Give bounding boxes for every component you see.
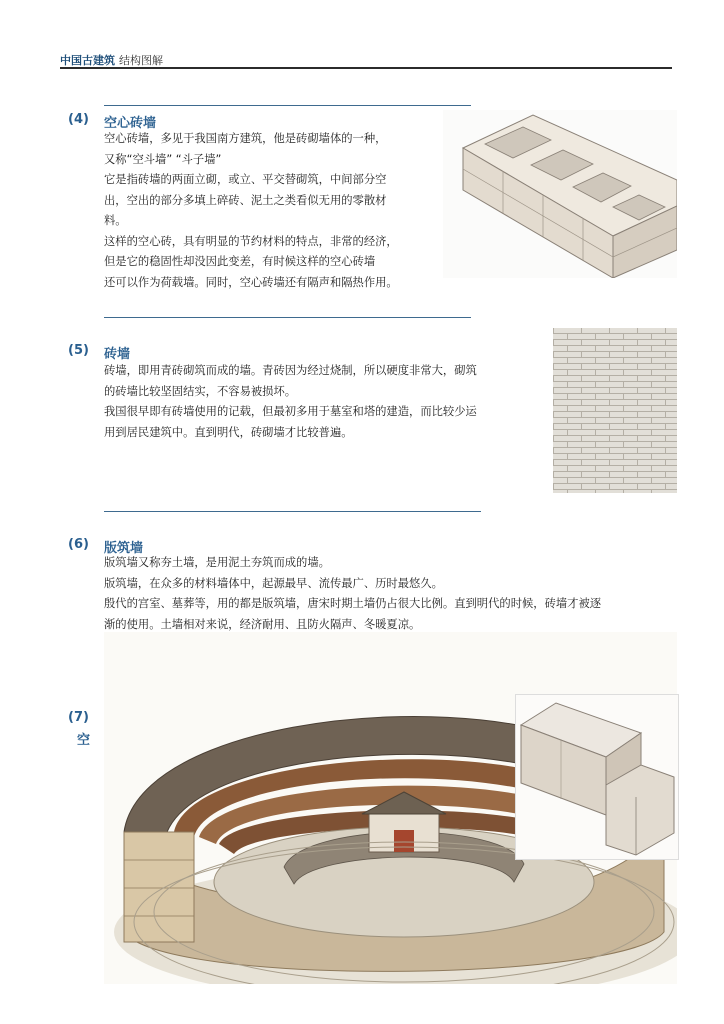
section-divider (104, 511, 481, 512)
section-title: 空心砖墙 (104, 116, 157, 131)
section-title: 砖墙 (104, 347, 131, 362)
section-divider (104, 105, 471, 106)
section-body (104, 129, 444, 293)
section-number: (5) (68, 343, 89, 358)
rammed-earth-block-illustration (515, 694, 679, 860)
section-number: (7) (68, 710, 89, 725)
page-header (60, 52, 163, 68)
section-title: 版筑墙 (104, 541, 144, 556)
paragraph-line: 版筑墙，在众多的材料墙体中，起源最早、流传最广、历时最悠久。 (104, 576, 443, 590)
paragraph-line: 版筑墙又称夯土墙，是用泥土夯筑而成的墙。 (104, 556, 330, 569)
header-subtitle: 结构图解 (119, 54, 163, 67)
paragraph-line: 殷代的宫室、墓葬等，用的都是版筑墙，唐宋时期土墙仍占很大比例。直到明代的时候，砖墙才被逐 (104, 597, 602, 610)
section-number: (6) (68, 537, 89, 552)
paragraph-line: 又称“空斗墙” “斗子墙” (104, 152, 222, 166)
hollow-brick-wall-illustration (443, 110, 677, 278)
brick-wall-illustration (553, 328, 677, 493)
paragraph-line: 料。 (104, 214, 127, 227)
header-brand: 中国古建筑 (60, 54, 115, 67)
section-body (104, 553, 684, 635)
paragraph-line: 这样的空心砖，具有明显的节约材料的特点，非常的经济， (104, 234, 398, 248)
section-number: (4) (68, 112, 89, 127)
section-divider (104, 317, 471, 318)
header-divider (60, 67, 672, 69)
paragraph-line: 还可以作为荷载墙。同时，空心砖墙还有隔声和隔热作用。 (104, 275, 398, 289)
paragraph-line: 的砖墙比较坚固结实，不容易被损坏。 (104, 384, 297, 398)
paragraph-line: 砖墙，即用青砖砌筑而成的墙。青砖因为经过烧制，所以硬度非常大，砌筑 (104, 364, 477, 377)
section-body (104, 361, 544, 443)
paragraph-line: 用到居民建筑中。直到明代，砖砌墙才比较普遍。 (104, 425, 353, 439)
paragraph-line: 出，空出的部分多填上碎砖、泥土之类看似无用的零散材 (104, 193, 387, 207)
paragraph-line: 我国很早即有砖墙使用的记载，但最初多用于墓室和塔的建造，而比较少运 (104, 405, 477, 418)
paragraph-line: 但是它的稳固性却没因此变差，有时候这样的空心砖墙 (104, 255, 376, 268)
section-title: 空 (77, 733, 91, 748)
paragraph-line: 渐的使用。土墙相对来说，经济耐用、且防火隔声、冬暖夏凉。 (104, 617, 421, 631)
paragraph-line: 它是指砖墙的两面立砌，或立、平交替砌筑，中间部分空 (104, 173, 387, 186)
paragraph-line: 空心砖墙，多见于我国南方建筑，他是砖砌墙体的一种， (104, 132, 387, 145)
